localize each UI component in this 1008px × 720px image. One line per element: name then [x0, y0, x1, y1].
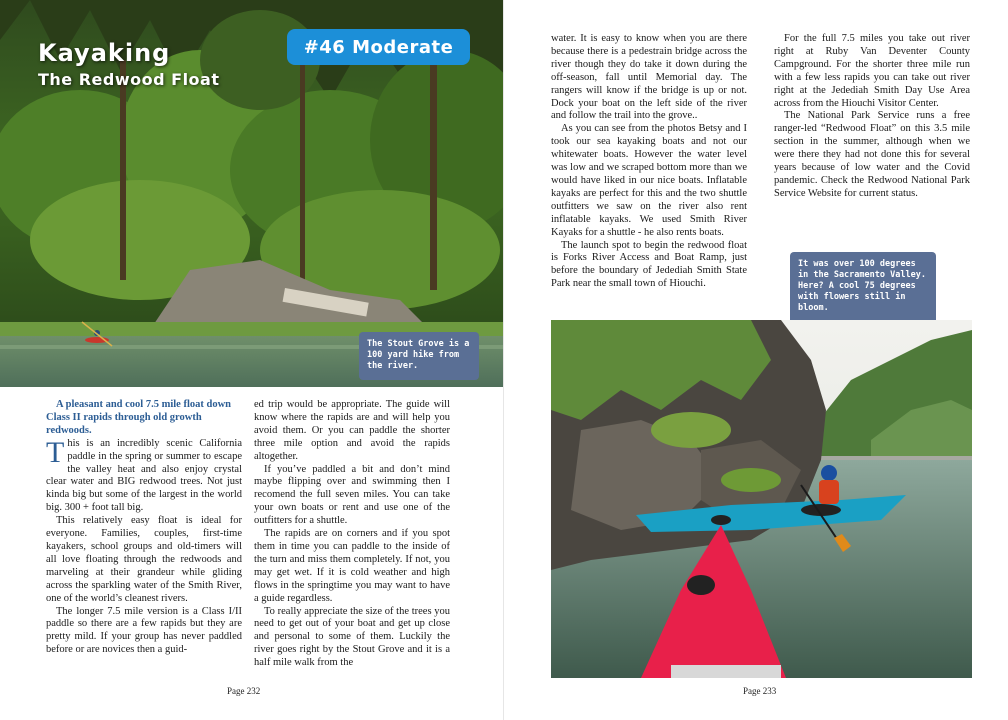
article-subtitle: The Redwood Float: [38, 70, 220, 89]
page-number-left: Page 232: [227, 686, 261, 696]
valley-caption: It was over 100 degrees in the Sacramento Valley. Here? A cool 75 degrees with flowers still in bloom.: [790, 252, 936, 324]
left-col2-paragraph: ed trip would be appropriate. The guide will know where the rapids are and will help you avoid them. Or you can paddle the shorter three mile option and avoid the rapids altogether.: [254, 399, 450, 462]
paragraph-text: his is an incredibly scenic California paddle in the spring or summer to escape the valley heat and also enjoy crystal clear water and BIG redwood trees. Not just kinda big but some of the largest in the world big. 300 + foot tall big.: [46, 437, 242, 514]
left-col2-paragraph: The rapids are on corners and if you spot them in time you can paddle to the inside of the turn and miss them completely. If not, you may get wet. If it is cold weather and high flows in the springtime you may want to have a guide regardless.: [254, 528, 450, 604]
left-col2-paragraph: If you’ve paddled a bit and don’t mind maybe flipping over and swimming then I recomend the full seven miles. You can take your own boats or rent and use one of the outfitters for a shuttle.: [254, 463, 450, 527]
page-number-right: Page 233: [743, 686, 777, 696]
article-title: Kayaking: [38, 39, 171, 67]
right-col1-paragraph: The launch spot to begin the redwood float is Forks River Access and Boat Ramp, just before the boundary of Jedediah Smith State Park near the small town of Hiouchi.: [551, 239, 747, 290]
left-col2-paragraph: To really appreciate the size of the trees you need to get out of your boat and get up close and personal to some of them. Luckily the river goes right by the Stout Grove and it is a half mile walk from the: [254, 605, 450, 669]
right-column-2: [774, 33, 970, 201]
left-col1-paragraph: The longer 7.5 mile version is a Class I/II paddle so there are a few rapids but they are pretty mild. If your group has never paddled before or are novices then a guid-: [46, 605, 242, 656]
difficulty-badge: #46 Moderate: [287, 29, 470, 65]
right-col2-paragraph: The National Park Service runs a free ranger-led “Redwood Float” on this 3.5 mile section in the summer, although when we were there they had not done this for several years because of low water and the Covid pandemic. Check the Redwood National Park Service Website for current status.: [774, 110, 970, 199]
right-column-1: [551, 33, 747, 291]
right-col1-paragraph: As you can see from the photos Betsy and I took our sea kayaking boats and not our whitewater boats. However the water level was low and we scraped bottom more than we would have liked in our nice boats. Inflatable kayaks are perfect for this and the two shuttle outfitters we saw on the river also rent inflatable kayaks. We used Smith River Kayaks for a shuttle - he also rents boats.: [551, 123, 747, 238]
kayak-river-photo: [551, 320, 972, 678]
left-col1-paragraph: This relatively easy float is ideal for everyone. Families, couples, first-time kayakers, school groups and old-timers will all love floating through the redwoods and marveling at their grandeur while gliding across the sparkling water of the Smith River, one of the world’s cleanest rivers.: [46, 515, 242, 604]
right-col2-paragraph: For the full 7.5 miles you take out river right at Ruby Van Deventer County Campground. For the shorter three mile run with a few less rapids you can take out river right at the Jedediah Smith Day Use Area across from the Hiouchi Visitor Center.: [774, 33, 970, 109]
left-col1-paragraph: [46, 435, 242, 515]
article-lede: A pleasant and cool 7.5 mile float down Class II rapids through old growth redwoods.: [46, 399, 232, 436]
right-page: [504, 0, 1008, 720]
left-column-2: [254, 399, 450, 670]
kayak-illustration: [551, 320, 972, 678]
left-column-1: [46, 399, 242, 657]
stout-grove-caption: The Stout Grove is a 100 yard hike from the river.: [359, 332, 479, 380]
drop-cap: T: [46, 435, 65, 469]
right-col1-paragraph: water. It is easy to know when you are there because there is a pedestrain bridge across the river though they do take it down during the off-season, fall until Memorial day. The rangers will know if the bridge is up or not. Dock your boat on the left side of the river and follow the trail into the grove..: [551, 33, 747, 122]
